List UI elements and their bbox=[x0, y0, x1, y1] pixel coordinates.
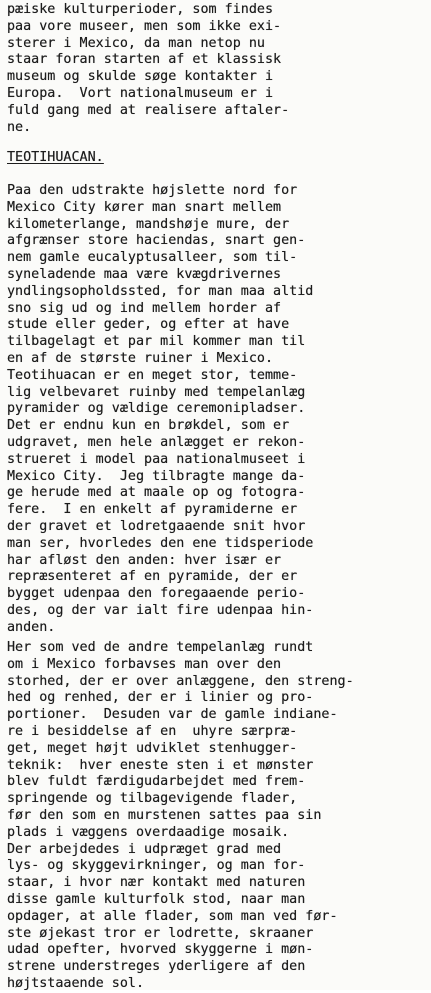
text-line: udgravet, men hele anlægget er rekon- bbox=[7, 434, 306, 450]
text-line: staar, i hvor nær kontakt med naturen bbox=[7, 875, 306, 891]
text-line: opdager, at alle flader, som man ved før- bbox=[7, 908, 338, 924]
text-line: sterer i Mexico, da man netop nu bbox=[7, 35, 265, 51]
text-line: Europa. Vort nationalmuseum er i bbox=[7, 85, 274, 101]
text-line: Der arbejdedes i udpræget grad med bbox=[7, 841, 282, 857]
section-heading: TEOTIHUACAN. bbox=[7, 150, 104, 165]
text-line: museum og skulde søge kontakter i bbox=[7, 69, 274, 85]
text-line: blev fuldt færdigudarbejdet med frem- bbox=[7, 774, 306, 790]
text-line: pæiske kulturperioder, som findes bbox=[7, 2, 274, 17]
text-line: en af de største ruiner i Mexico. bbox=[7, 350, 274, 366]
text-line: Mexico City kører man snart mellem bbox=[7, 199, 282, 215]
text-line: springende og tilbagevigende flader, bbox=[7, 791, 298, 807]
text-line: get, meget højt udviklet stenhugger- bbox=[7, 740, 298, 756]
text-line: fere. I en enkelt af pyramiderne er bbox=[7, 502, 298, 518]
text-line: ge herude med at maale op og fotogra- bbox=[7, 485, 306, 501]
text-line: Her som ved de andre tempelanlæg rundt bbox=[7, 640, 314, 655]
text-line: des, og der var ialt fire udenpaa hin- bbox=[7, 602, 314, 618]
text-line: paa vore museer, men som ikke exi- bbox=[7, 18, 282, 34]
text-line: pyramider og vældige ceremonipladser. bbox=[7, 401, 306, 417]
text-line: der gravet et lodretgaaende snit hvor bbox=[7, 518, 306, 534]
text-line: udad opefter, hvorved skyggerne i møn- bbox=[7, 942, 314, 958]
text-line: strene understreges yderligere af den bbox=[7, 959, 306, 975]
text-line: fuld gang med at realisere aftaler- bbox=[7, 102, 290, 118]
text-line: højtstaaende sol. bbox=[7, 975, 145, 991]
text-line: ne. bbox=[7, 119, 32, 135]
text-line: afgrænser store haciendas, snart gen- bbox=[7, 233, 306, 249]
paragraph-two bbox=[7, 640, 427, 993]
text-line: lys- og skyggevirkninger, og man for- bbox=[7, 858, 306, 874]
text-line: Mexico City. Jeg tilbragte mange da- bbox=[7, 468, 306, 484]
text-line: hed og renhed, der er i linier og pro- bbox=[7, 690, 314, 706]
text-line: portioner. Desuden var de gamle indiane- bbox=[7, 707, 338, 723]
text-line: syneladende maa være kvægdrivernes bbox=[7, 266, 282, 282]
intro-paragraph bbox=[7, 2, 427, 136]
text-line: teknik: hver eneste sten i et mønster bbox=[7, 757, 314, 773]
text-line: om i Mexico forbavses man over den bbox=[7, 656, 282, 672]
text-line: repræsenteret af en pyramide, der er bbox=[7, 569, 298, 585]
text-line: bygget udenpaa den foregaaende perio- bbox=[7, 586, 306, 602]
text-line: staar foran starten af et klassisk bbox=[7, 52, 282, 68]
text-line: disse gamle kulturfolk stod, naar man bbox=[7, 891, 306, 907]
text-line: man ser, hvorledes den ene tidsperiode bbox=[7, 535, 314, 551]
paragraph-one bbox=[7, 183, 427, 637]
text-line: re i besiddelse af en uhyre særpræ- bbox=[7, 723, 298, 739]
text-line: strueret i model paa nationalmuseet i bbox=[7, 451, 306, 467]
text-line: har afløst den anden: hver især er bbox=[7, 552, 282, 568]
text-line: lig velbevaret ruinby med tempelanlæg bbox=[7, 384, 306, 400]
text-line: storhed, der er over anlæggene, den streng- bbox=[7, 673, 354, 689]
text-line: Paa den udstrakte højslette nord for bbox=[7, 183, 298, 198]
text-line: yndlingsopholdssted, for man maa altid bbox=[7, 283, 314, 299]
text-line: anden. bbox=[7, 619, 56, 635]
text-line: nem gamle eucalyptusalleer, som til- bbox=[7, 250, 298, 266]
text-line: Teotihuacan er en meget stor, temme- bbox=[7, 367, 298, 383]
text-line: Det er endnu kun en brøkdel, som er bbox=[7, 418, 290, 434]
text-line: kilometerlange, mandshøje mure, der bbox=[7, 216, 290, 232]
text-line: ste øjekast tror er lodrette, skraaner bbox=[7, 925, 314, 941]
text-line: stude eller geder, og efter at have bbox=[7, 317, 290, 333]
text-line: tilbagelagt et par mil kommer man til bbox=[7, 334, 306, 350]
text-line: sno sig ud og ind mellem horder af bbox=[7, 300, 282, 316]
text-line: før den som en murstenen sattes paa sin bbox=[7, 807, 322, 823]
text-line: plads i væggens overdaadige mosaik. bbox=[7, 824, 290, 840]
